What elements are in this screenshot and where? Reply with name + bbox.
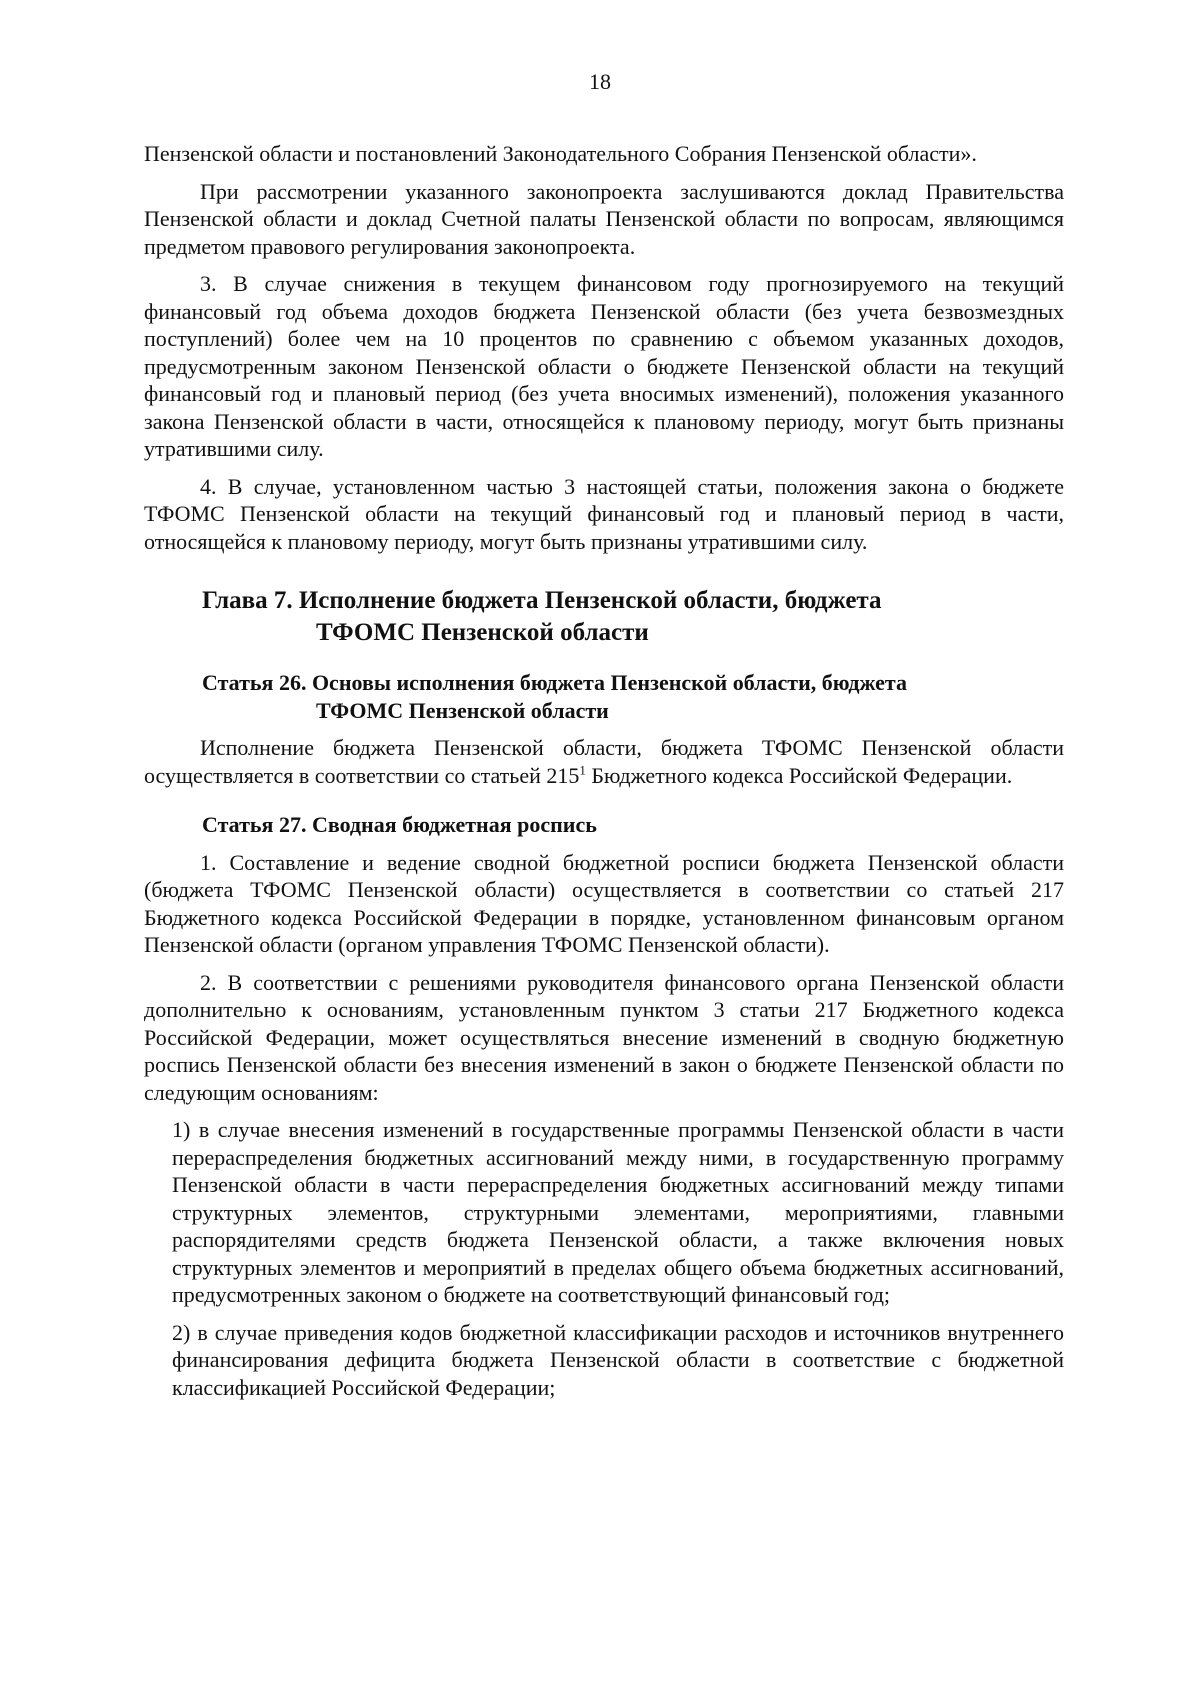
paragraph: 2. В соответствии с решениями руководителя финансового органа Пензенской области дополнительно к основаниям, установленным пунктом 3 статьи 217 Бюджетного кодекса Российской Федерации, может осуществляться внесение изменений в сводную бюджетную роспись Пензенской области без внесения изменений в закон о бюджете Пензенской области по следующим основаниям: [144,969,1064,1105]
article-heading-line: ТФОМС Пензенской области [316,697,609,723]
paragraph: 1. Составление и ведение сводной бюджетной росписи бюджета Пензенской области (бюджета ТФОМС Пензенской области) осуществляется в соответствии со статьей 217 Бюджетного кодекса Российской Федерации в порядке, установленном финансовым органом Пензенской области (органом управления ТФОМС Пензенской области). [144,849,1064,957]
paragraph: При рассмотрении указанного законопроекта заслушиваются доклад Правительства Пензенской области и доклад Счетной палаты Пензенской области по вопросам, являющимся предметом правового регулирования законопроекта. [144,178,1064,259]
document-body [144,140,1064,1411]
chapter-heading-line: Глава 7. Исполнение бюджета Пензенской области, бюджета [202,587,882,614]
paragraph: 4. В случае, установленном частью 3 настоящей статьи, положения закона о бюджете ТФОМС Пензенской области на текущий финансовый год и плановый период в части, относящейся к плановому периоду, могут быть признаны утратившими силу. [144,473,1064,554]
paragraph: 3. В случае снижения в текущем финансовом году прогнозируемого на текущий финансовый год объема доходов бюджета Пензенской области (без учета безвозмездных поступлений) более чем на 10 процентов по сравнению с объемом указанных доходов, предусмотренным законом Пензенской области о бюджете Пензенской области на текущий финансовый год и плановый период (без учета вносимых изменений), положения указанного закона Пензенской области в части, относящейся к плановому периоду, могут быть признаны утратившими силу. [144,271,1064,461]
paragraph: Пензенской области и постановлений Законодательного Собрания Пензенской области». [144,141,977,166]
article-heading-line: Статья 26. Основы исполнения бюджета Пензенской области, бюджета [202,670,907,695]
list-item: 2) в случае приведения кодов бюджетной классификации расходов и источников внутреннего финансирования дефицита бюджета Пензенской области в соответствие с бюджетной классификацией Российской Федерации; [172,1319,1064,1400]
list-item: 1) в случае внесения изменений в государственные программы Пензенской области в части перераспределения бюджетных ассигнований между ними, в государственную программу Пензенской области в части перераспределения бюджетных ассигнований между типами структурных элементов, структурными элементами, мероприятиями, главными распорядителями средств бюджета Пензенской области, а также включения новых структурных элементов и мероприятий в пределах общего объема бюджетных ассигнований, предусмотренных законом о бюджете на соответствующий финансовый год; [172,1117,1064,1307]
article-26-text-end: Бюджетного кодекса Российской Федерации. [585,762,1013,788]
chapter-heading [202,585,1064,649]
chapter-heading-line: ТФОМС Пензенской области [316,619,649,646]
superscript: 1 [579,762,586,778]
article-26-text: Исполнение бюджета Пензенской области, бюджета ТФОМС Пензенской области осуществляется в соответствии со статьей 215 [144,735,1064,788]
paragraph [144,734,1064,789]
article-27-heading: Статья 27. Сводная бюджетная роспись [202,812,597,837]
page-number: 18 [589,69,611,94]
article-26-heading [202,669,1064,724]
